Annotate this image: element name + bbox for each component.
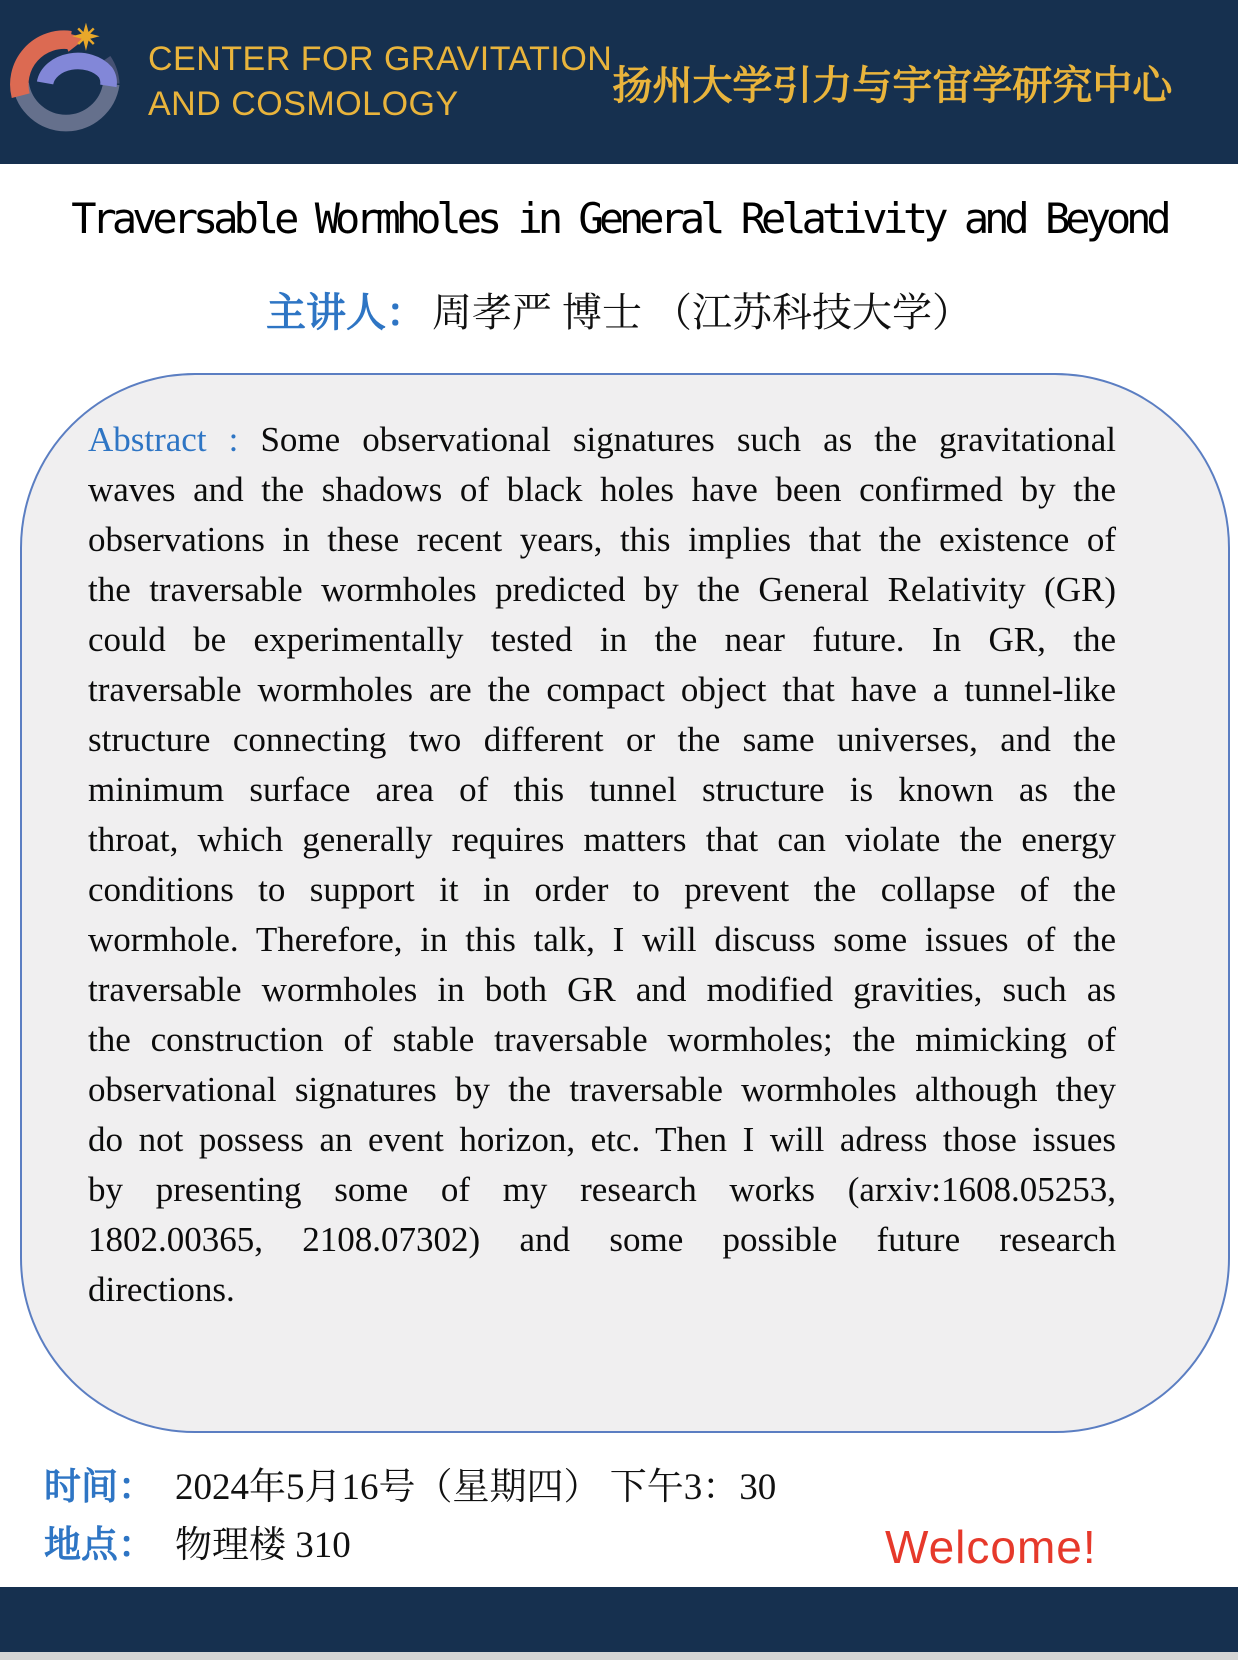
- abstract-paragraph: [88, 415, 1116, 1315]
- time-value: 2024年5月16号（星期四） 下午3：30: [175, 1467, 777, 1508]
- location-line: [44, 1514, 351, 1568]
- center-logo-graphic: [10, 20, 122, 144]
- speaker-label: 主讲人：: [266, 290, 426, 335]
- logo-gray-arc: [21, 84, 112, 123]
- location-label: 地点：: [44, 1525, 155, 1566]
- org-name-english-line2: AND COSMOLOGY: [148, 85, 459, 123]
- center-logo: [10, 20, 122, 144]
- welcome-text: Welcome!: [885, 1521, 1097, 1573]
- speaker-name: 周孝严 博士 （江苏科技大学）: [432, 290, 972, 335]
- abstract-body: Some observational signatures such as the gravitational waves and the shadows of black holes have been confirmed by the observations in these recent years, this implies that the existence of the traversable wormholes predicted by the General Relativity (GR) could be experimentally tested in the near future. In GR, the traversable wormholes are the compact object that have a tunnel-like structure connecting two different or the same universes, and the minimum surface area of this tunnel structure is known as the throat, which generally requires matters that can violate the energy conditions to support it in order to prevent the collapse of the wormhole. Therefore, in this talk, I will discuss some issues of the traversable wormholes in both GR and modified gravities, such as the construction of stable traversable wormholes; the mimicking of observational signatures by the traversable wormholes although they do not possess an event horizon, etc. Then I will adress those issues by presenting some of my research works (arxiv:1608.05253, 1802.00365, 2108.07302) and some possible future research directions.: [88, 420, 1117, 1309]
- org-name-english: [148, 37, 612, 127]
- time-label: 时间：: [44, 1467, 155, 1508]
- speaker-line: [0, 281, 1238, 338]
- abstract-box: [20, 373, 1230, 1433]
- header-band: [0, 0, 1238, 164]
- footer-band: [0, 1587, 1238, 1652]
- org-name-chinese: 扬州大学引力与宇宙学研究中心: [612, 62, 1173, 108]
- abstract-label: Abstract :: [88, 420, 239, 459]
- location-value: 物理楼 310: [175, 1525, 351, 1566]
- time-line: [44, 1456, 776, 1510]
- talk-title: Traversable Wormholes in General Relativity and Beyond: [71, 194, 1167, 243]
- org-name-english-line1: CENTER FOR GRAVITATION: [148, 40, 613, 78]
- bottom-strip: [0, 1652, 1238, 1660]
- logo-purple-arc: [45, 61, 109, 86]
